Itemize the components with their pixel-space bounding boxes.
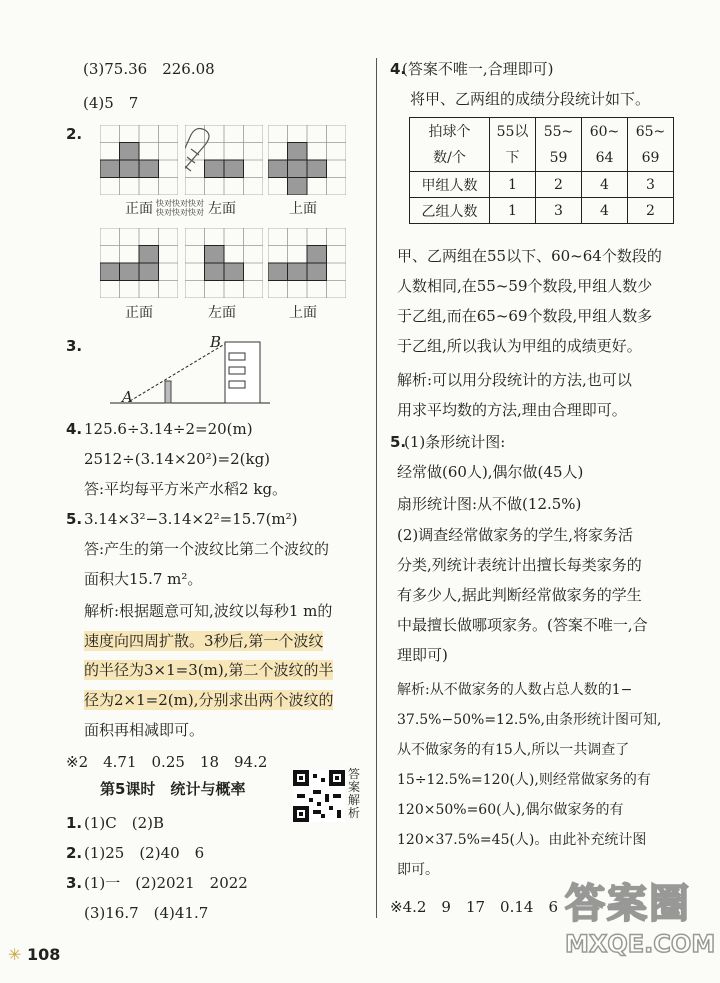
r-q5-analysis-2: 37.5%−50%=12.5%,由条形统计图可知, bbox=[397, 712, 662, 728]
q4-line-1: 125.6÷3.14÷2=20(m) bbox=[84, 420, 253, 438]
q5-line-2: 答:产生的第一个波纹比第二个波纹的 bbox=[84, 540, 330, 558]
r-para-1: 甲、乙两组在55以下、60~64个数段的 bbox=[397, 247, 662, 265]
r-q5-line-7: 中最擅长做哪项家务。(答案不唯一,合 bbox=[397, 616, 648, 634]
qr-caption: 答案解析 bbox=[348, 767, 361, 820]
q5-line-3: 面积大15.7 m²。 bbox=[84, 570, 203, 588]
watermark-line-1: 答案圈 bbox=[565, 881, 691, 927]
small-watermark-text: 快对快对快对 快对快对快对 bbox=[156, 199, 204, 217]
q5-analysis-2: 速度向四周扩散。3秒后,第一个波纹 bbox=[84, 632, 324, 650]
question-2-number: 2. bbox=[66, 125, 83, 143]
table-header-cell: 55~ 59 bbox=[536, 118, 582, 172]
r-para-2: 人数相同,在55~59个数段,甲组人数少 bbox=[397, 277, 653, 295]
question-3-number: 3. bbox=[66, 337, 83, 355]
star-icon: ✳ bbox=[8, 945, 22, 964]
view-grid-front-2 bbox=[100, 228, 178, 298]
view-caption-front-2: 正面 bbox=[125, 305, 153, 321]
r-para-3: 于乙组,而在65~69个数段,甲组人数多 bbox=[397, 307, 653, 325]
table-cell: 4 bbox=[582, 172, 628, 198]
table-cell: 3 bbox=[536, 198, 582, 224]
view-caption-top-1: 上面 bbox=[289, 201, 317, 217]
q5-analysis-1: 解析:根据题意可知,波纹以每秒1 m的 bbox=[84, 602, 333, 620]
q5-analysis-3: 的半径为3×1=3(m),第二个波纹的半 bbox=[84, 661, 334, 679]
table-cell: 乙组人数 bbox=[410, 198, 490, 224]
table-header-cell: 60~ 64 bbox=[582, 118, 628, 172]
question-5-number: 5. bbox=[66, 510, 83, 528]
table-header-row bbox=[410, 118, 674, 172]
answer-1-3: (3)75.36 226.08 bbox=[83, 60, 215, 78]
r-q5-line-2: 经常做(60人),偶尔做(45人) bbox=[397, 463, 584, 481]
view-grid-left-1 bbox=[185, 125, 263, 195]
view-grid-left-2 bbox=[185, 228, 263, 298]
view-grid-top-2 bbox=[268, 228, 346, 298]
view-caption-top-2: 上面 bbox=[289, 305, 317, 321]
r-q5-analysis-3: 从不做家务的有15人,所以一共调查了 bbox=[397, 742, 630, 758]
question-4-number: 4. bbox=[66, 420, 83, 438]
q5-analysis-5: 面积再相减即可。 bbox=[84, 721, 205, 739]
view-caption-left-2: 左面 bbox=[208, 305, 236, 321]
r-q5-analysis-5: 120×50%=60(人),偶尔做家务的有 bbox=[397, 802, 624, 818]
r-para-4: 于乙组,所以我认为甲组的成绩更好。 bbox=[397, 337, 642, 355]
r-q5-line-5: 分类,列统计表统计出擅长每类家务的 bbox=[397, 556, 642, 574]
r-question-5-number: 5. bbox=[390, 433, 407, 451]
table-header-cell: 55以 下 bbox=[490, 118, 536, 172]
shadow-diagram bbox=[110, 335, 270, 410]
r-q4-note: (答案不唯一,合理即可) bbox=[402, 60, 554, 78]
point-b-label: B bbox=[210, 333, 222, 351]
stat-q2-answer: (1)25 (2)40 6 bbox=[84, 844, 205, 862]
r-q5-line-1: (1)条形统计图: bbox=[404, 433, 506, 451]
view-caption-left-1: 左面 bbox=[208, 201, 236, 217]
stat-q3-answer-2: (3)16.7 (4)41.7 bbox=[84, 904, 209, 922]
page-number: 108 bbox=[26, 945, 61, 964]
site-watermark bbox=[565, 880, 715, 980]
view-grid-front-1 bbox=[100, 125, 178, 195]
table-cell: 1 bbox=[490, 198, 536, 224]
table-header-cell: 拍球个 数/个 bbox=[410, 118, 490, 172]
r-question-4-number: 4. bbox=[390, 60, 407, 78]
table-row bbox=[410, 198, 674, 224]
q4-line-2: 2512÷(3.14×20²)=2(kg) bbox=[84, 450, 271, 468]
stat-q3-number: 3. bbox=[66, 874, 83, 892]
table-cell: 4 bbox=[582, 198, 628, 224]
r-analysis-2: 用求平均数的方法,理由合理即可。 bbox=[397, 401, 627, 419]
r-q5-line-8: 理即可) bbox=[397, 646, 448, 664]
r-q5-analysis-6: 120×37.5%=45(人)。由此补充统计图 bbox=[397, 832, 647, 848]
r-q5-analysis-1: 解析:从不做家务的人数占总人数的1− bbox=[397, 682, 633, 698]
stat-q1-number: 1. bbox=[66, 814, 83, 832]
table-cell: 1 bbox=[490, 172, 536, 198]
table-cell: 3 bbox=[628, 172, 674, 198]
table-cell: 2 bbox=[628, 198, 674, 224]
q5-analysis-4: 径为2×1=2(m),分别求出两个波纹的 bbox=[84, 691, 334, 709]
stat-q2-number: 2. bbox=[66, 844, 83, 862]
q5-line-1: 3.14×3²−3.14×2²=15.7(m²) bbox=[84, 510, 298, 528]
r-q5-line-6: 有多少人,据此判断经常做家务的学生 bbox=[397, 586, 642, 604]
extra-answers-left: ※2 4.71 0.25 18 94.2 bbox=[66, 753, 268, 771]
table-cell: 甲组人数 bbox=[410, 172, 490, 198]
r-analysis-1: 解析:可以用分段统计的方法,也可以 bbox=[397, 371, 632, 389]
stat-q1-answer: (1)C (2)B bbox=[84, 814, 164, 832]
r-q5-line-3: 扇形统计图:从不做(12.5%) bbox=[397, 495, 582, 513]
table-header-cell: 65~ 69 bbox=[628, 118, 674, 172]
score-table bbox=[409, 117, 674, 224]
point-a-label: A bbox=[122, 388, 133, 406]
qr-code[interactable] bbox=[293, 770, 345, 822]
view-grid-top-1 bbox=[268, 125, 346, 195]
extra-answers-right: ※4.2 9 17 0.14 6 bbox=[390, 898, 558, 916]
lesson-title: 第5课时 统计与概率 bbox=[100, 780, 246, 798]
answer-1-4: (4)5 7 bbox=[83, 94, 139, 112]
page-number-badge bbox=[8, 945, 60, 964]
view-caption-front-1: 正面 bbox=[125, 201, 153, 217]
table-cell: 2 bbox=[536, 172, 582, 198]
r-q4-intro: 将甲、乙两组的成绩分段统计如下。 bbox=[410, 90, 651, 108]
stat-q3-answer: (1)一 (2)2021 2022 bbox=[84, 874, 248, 892]
r-q5-analysis-7: 即可。 bbox=[397, 862, 439, 878]
q4-line-3: 答:平均每平方米产水稻2 kg。 bbox=[84, 480, 288, 498]
watermark-line-2: MXQE.COM bbox=[565, 930, 716, 958]
r-q5-line-4: (2)调查经常做家务的学生,将家务活 bbox=[397, 526, 634, 544]
r-q5-analysis-4: 15÷12.5%=120(人),则经常做家务的有 bbox=[397, 772, 651, 788]
table-row bbox=[410, 172, 674, 198]
